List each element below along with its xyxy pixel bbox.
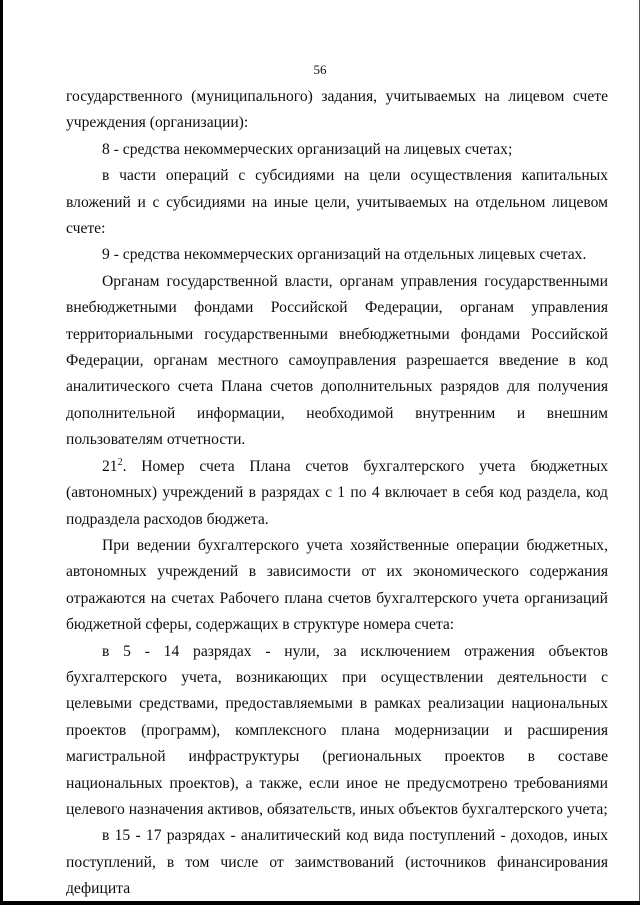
paragraph-2: 8 - средства некоммерческих организаций на лицевых счетах; <box>102 140 513 158</box>
paragraph-3: в части операций с субсидиями на цели осуществления капитальных вложений и с субсидиями на иные цели, учитываемых на отдельном лицевом счете: <box>66 167 608 238</box>
page-number: 56 <box>313 62 327 77</box>
paragraph-6-text: . Номер счета Плана счетов бухгалтерского учета бюджетных (автономных) учреждений в разрядах с 1 по 4 включает в себя код раздела, код подраздела расходов бюджета. <box>66 457 608 528</box>
clause-number: 21 <box>102 457 118 475</box>
paragraph-9: в 15 - 17 разрядах - аналитический код вида поступлений - доходов, иных поступлений, в том числе от заимствований (источников финансирования дефицита <box>66 827 608 898</box>
paragraph-5: Органам государственной власти, органам управления государственными внебюджетными фондами Российской Федерации, органам управления территориальными государственными внебюджетными фондами Российской Федерации, органам местного самоуправления разрешается введение в код аналитического счета Плана счетов дополнительных разрядов для получения дополнительной информации, необходимой внутренним и внешним пользователям отчетности. <box>66 272 608 449</box>
paragraph-1: государственного (муниципального) задания, учитываемых на лицевом счете учреждения (организации): <box>66 88 608 132</box>
scan-edge-left <box>0 0 3 905</box>
clause-superscript: 2 <box>117 456 123 468</box>
document-body <box>66 84 608 903</box>
paragraph-7: При ведении бухгалтерского учета хозяйственные операции бюджетных, автономных учреждений в зависимости от их экономического содержания отражаются на счетах Рабочего плана счетов бухгалтерского учета организаций бюджетной сферы, содержащих в структуре номера счета: <box>66 536 608 634</box>
paragraph-6 <box>66 454 608 533</box>
paragraph-8: в 5 - 14 разрядах - нули, за исключением отражения объектов бухгалтерского учета, возникающих при осуществлении деятельности с целевыми средствами, предоставляемыми в рамках реализации национальных проектов (программ), комплексного плана модернизации и расширения магистральной инфраструктуры (региональных проектов в составе национальных проектов), а также, если иное не предусмотрено требованиями целевого назначения активов, обязательств, иных объектов бухгалтерского учета; <box>66 642 608 818</box>
paragraph-4: 9 - средства некоммерческих организаций на отдельных лицевых счетах. <box>102 246 587 264</box>
